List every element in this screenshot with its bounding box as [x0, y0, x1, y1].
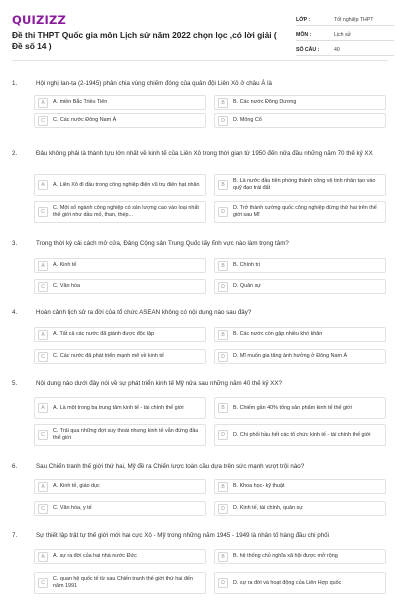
option-text: D. Kinh tế, tài chính, quân sự: [233, 505, 303, 512]
option-letter: D: [218, 282, 228, 292]
option-letter: C: [38, 207, 48, 217]
option-text: B. hệ thống chủ nghĩa xã hội được mở rộng: [233, 553, 338, 560]
option-text: D. Chi phối hầu hết các tổ chức kinh tế - tài chính thế giới: [233, 431, 371, 438]
question-2: [12, 150, 388, 236]
option-letter: B: [218, 552, 228, 562]
option-b[interactable]: [214, 95, 386, 110]
option-a[interactable]: [34, 549, 206, 564]
option-b[interactable]: [214, 327, 386, 342]
meta-label: SỐ CÂU :: [296, 47, 320, 53]
question-number: 7.: [12, 532, 18, 539]
option-text: D. Mĩ muốn gia tăng ảnh hưởng ở Đông Nam Á: [233, 353, 348, 360]
option-letter: B: [218, 261, 228, 271]
question-text: Hoàn cảnh lịch sử ra đời của tổ chức ASEAN không có nội dung nào sau đây?: [36, 309, 252, 316]
question-number: 2.: [12, 150, 18, 157]
option-b[interactable]: [214, 174, 386, 196]
option-letter: B: [218, 180, 228, 190]
option-letter: D: [218, 504, 228, 514]
option-b[interactable]: [214, 397, 386, 419]
option-letter: D: [218, 207, 228, 217]
option-text: D. sự ra đời và hoạt động của Liên Hợp quốc: [233, 579, 342, 586]
header-divider: [12, 60, 388, 61]
meta-value: Tốt nghiệp THPT: [334, 17, 374, 23]
option-letter: B: [218, 98, 228, 108]
option-letter: A: [38, 482, 48, 492]
option-text: A. miền Bắc Triều Tiên: [53, 99, 108, 106]
option-text: B. Các nước còn gặp nhiều khó khăn: [233, 331, 323, 338]
option-letter: C: [38, 504, 48, 514]
option-letter: C: [38, 430, 48, 440]
option-c[interactable]: [34, 501, 206, 516]
option-letter: A: [38, 98, 48, 108]
option-letter: B: [218, 330, 228, 340]
question-number: 6.: [12, 463, 18, 470]
option-d[interactable]: [214, 279, 386, 294]
option-c[interactable]: [34, 279, 206, 294]
option-letter: A: [38, 552, 48, 562]
option-c[interactable]: [34, 349, 206, 364]
meta-label: LỚP :: [296, 17, 311, 23]
option-d[interactable]: [214, 501, 386, 516]
option-text: C. Văn hóa, y tế: [53, 505, 92, 512]
option-d[interactable]: [214, 572, 386, 594]
option-text: C. Các nước đã phát triển mạnh mẽ về kinh tế: [53, 353, 164, 360]
option-text: B. Chính trị: [233, 262, 260, 269]
question-number: 4.: [12, 309, 18, 316]
option-a[interactable]: [34, 397, 206, 419]
option-text: B. Chiếm gần 40% tổng sản phẩm kinh tế thế giới: [233, 404, 352, 411]
option-b[interactable]: [214, 258, 386, 273]
option-text: C. Một số ngành công nghiệp có sản lượng cao vào loại nhất thế giới như dầu mỏ, than, thép...: [53, 205, 199, 218]
question-text: Nội dung nào dưới đây nói về sự phát triển kinh tế Mỹ nửa sau những năm 40 thế kỷ XX?: [36, 380, 282, 387]
question-text: Trong thời kỳ cải cách mở cửa, Đảng Cộng sản Trung Quốc lấy lĩnh vực nào làm trọng tâm?: [36, 240, 289, 247]
option-a[interactable]: [34, 258, 206, 273]
option-text: A. sự ra đời của hai nhà nước Đức: [53, 553, 137, 560]
option-text: D. Quân sự: [233, 283, 261, 290]
option-letter: D: [218, 430, 228, 440]
option-letter: A: [38, 403, 48, 413]
question-text: Đâu không phải là thành tựu lớn nhất về kinh tế của Liên Xô trong thời gian từ 1950 đến nửa đầu những năm 70 thế kỷ XX: [36, 150, 373, 157]
option-text: A. Kinh tế: [53, 262, 77, 269]
question-1: [12, 80, 388, 130]
question-number: 3.: [12, 240, 18, 247]
option-letter: C: [38, 578, 48, 588]
option-letter: D: [218, 352, 228, 362]
option-d[interactable]: [214, 113, 386, 128]
option-letter: B: [218, 482, 228, 492]
option-letter: C: [38, 352, 48, 362]
option-d[interactable]: [214, 201, 386, 223]
meta-row-count: [296, 41, 394, 56]
question-number: 5.: [12, 380, 18, 387]
question-3: [12, 240, 388, 296]
option-text: B. Là nước đầu tiên phóng thành công vệ tinh nhân tạo vào quỹ đạo trái đất: [233, 178, 376, 191]
option-a[interactable]: [34, 174, 206, 196]
quizizz-logo: QUIZIZZ: [12, 13, 67, 27]
option-b[interactable]: [214, 479, 386, 494]
option-a[interactable]: [34, 479, 206, 494]
option-text: A. Tất cả các nước đã giành được độc lập: [53, 331, 155, 338]
option-c[interactable]: [34, 572, 206, 594]
option-text: A. Kinh tế, giáo dục: [53, 483, 100, 490]
question-5: [12, 380, 388, 450]
worksheet-title: Đề thi THPT Quốc gia môn Lịch sử năm 2022 chọn lọc ,có lời giải ( Đề số 14 ): [12, 30, 277, 51]
question-4: [12, 309, 388, 367]
option-text: D. Trở thành cường quốc công nghiệp đứng thứ hai trên thế giới sau Mĩ: [233, 205, 377, 218]
option-letter: C: [38, 116, 48, 126]
option-b[interactable]: [214, 549, 386, 564]
option-d[interactable]: [214, 349, 386, 364]
option-text: C. Văn hóa: [53, 283, 80, 290]
question-text: Sự thiết lập trật tự thế giới mới hai cực Xô - Mỹ trong những năm 1945 - 1949 là nhân tố hàng đầu chi phối: [36, 532, 329, 539]
question-text: Hội nghị Ian-ta (2-1945) phân chia vùng chiếm đóng của quân đội Liên Xô ở châu Á là: [36, 80, 272, 87]
option-letter: D: [218, 578, 228, 588]
question-6: [12, 463, 388, 521]
option-text: D. Mông Cổ: [233, 117, 262, 124]
meta-value: 40: [334, 47, 340, 53]
option-d[interactable]: [214, 424, 386, 446]
meta-row-class: [296, 11, 394, 26]
option-text: C. quan hệ quốc tế từ sau Chiến tranh thế giới thứ hai đến năm 1991: [53, 576, 193, 589]
option-c[interactable]: [34, 201, 206, 223]
meta-row-subject: [296, 26, 394, 41]
meta-label: MÔN :: [296, 32, 312, 38]
option-letter: D: [218, 116, 228, 126]
option-a[interactable]: [34, 327, 206, 342]
option-text: A. Liên Xô đi đầu trong công nghiệp điện vũ trụ điện hạt nhân: [53, 181, 200, 188]
question-text: Sau Chiến tranh thế giới thứ hai, Mỹ đề ra Chiến lược toàn cầu dựa trên sức mạnh vượt trội nào?: [36, 463, 305, 470]
option-a[interactable]: [34, 95, 206, 110]
option-text: C. Các nước Đông Nam Á: [53, 117, 117, 124]
option-letter: A: [38, 330, 48, 340]
question-number: 1.: [12, 80, 18, 87]
worksheet-meta: [296, 11, 394, 56]
option-text: C. Trải qua những đợt suy thoái nhưng kinh tế vẫn đứng đầu thế giới: [53, 428, 199, 441]
option-letter: C: [38, 282, 48, 292]
option-letter: B: [218, 403, 228, 413]
option-c[interactable]: [34, 113, 206, 128]
question-7: [12, 532, 388, 598]
option-text: A. Là một trong ba trung tâm kinh tế - tài chính thế giới: [53, 404, 184, 411]
option-letter: A: [38, 180, 48, 190]
meta-value: Lịch sử: [334, 32, 352, 38]
option-text: B. Các nước Đông Dương: [233, 99, 297, 106]
option-text: B. Khoa học- kỹ thuật: [233, 483, 285, 490]
option-c[interactable]: [34, 424, 206, 446]
option-letter: A: [38, 261, 48, 271]
